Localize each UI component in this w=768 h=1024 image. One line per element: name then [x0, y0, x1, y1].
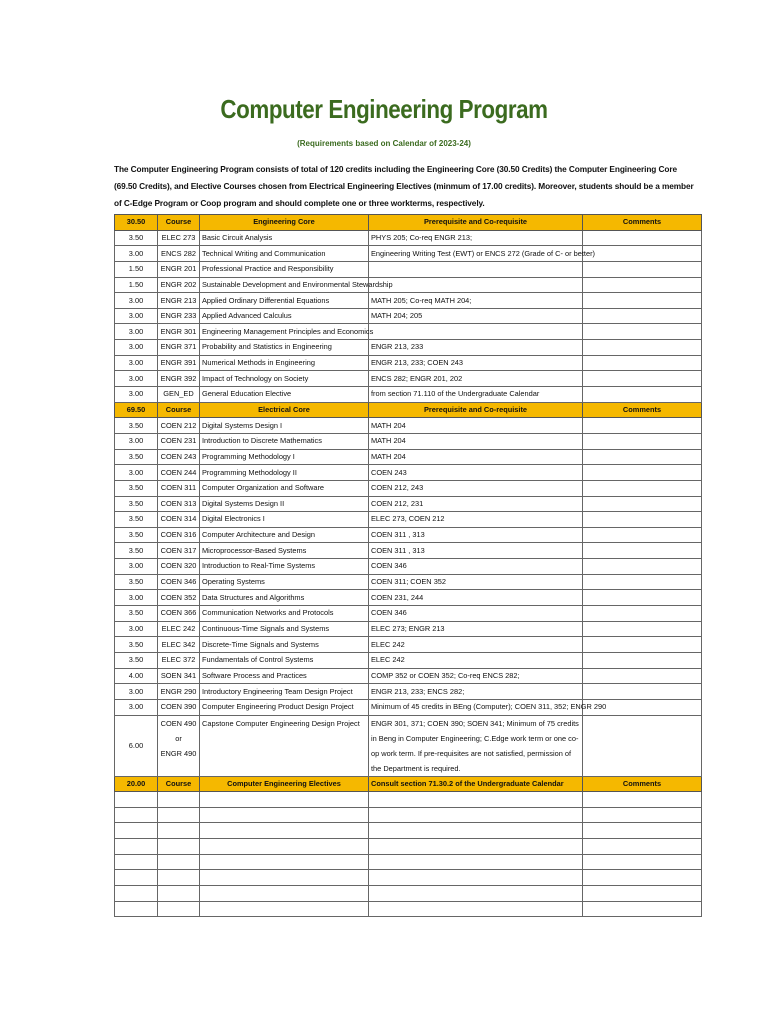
course-name-cell: Introductory Engineering Team Design Project: [200, 684, 369, 700]
comments-cell: [583, 807, 702, 823]
prerequisite-cell: [369, 324, 583, 340]
course-name-cell: Impact of Technology on Society: [200, 371, 369, 387]
section-header-row: [115, 776, 702, 792]
credits-cell: 3.50: [115, 606, 158, 622]
prerequisite-cell: ELEC 242: [369, 652, 583, 668]
credits-cell: 3.00: [115, 355, 158, 371]
course-code-cell: ENCS 282: [158, 246, 200, 262]
course-name-cell: [200, 792, 369, 808]
course-code-cell: COEN 366: [158, 606, 200, 622]
credits-cell: 3.00: [115, 371, 158, 387]
course-name-cell: [200, 854, 369, 870]
prerequisite-cell: COEN 311 , 313: [369, 527, 583, 543]
course-name-cell: Computer Architecture and Design: [200, 527, 369, 543]
course-name-cell: Discrete-Time Signals and Systems: [200, 637, 369, 653]
empty-elective-row: [115, 901, 702, 917]
course-code-cell: COEN 317: [158, 543, 200, 559]
course-name-cell: Microprocessor-Based Systems: [200, 543, 369, 559]
course-code-cell: ENGR 392: [158, 371, 200, 387]
course-name-cell: [200, 901, 369, 917]
credits-cell: [115, 823, 158, 839]
header-comments: Comments: [583, 215, 702, 231]
empty-elective-row: [115, 839, 702, 855]
credits-cell: 3.50: [115, 418, 158, 434]
prerequisite-cell: MATH 205; Co-req MATH 204;: [369, 293, 583, 309]
course-code-cell: COEN 320: [158, 559, 200, 575]
comments-cell: [583, 371, 702, 387]
header-prerequisite: Prerequisite and Co-requisite: [369, 402, 583, 418]
credits-cell: 4.00: [115, 668, 158, 684]
course-name-cell: Numerical Methods in Engineering: [200, 355, 369, 371]
credits-cell: 3.50: [115, 480, 158, 496]
section-header-row: [115, 402, 702, 418]
course-name-cell: Introduction to Real-Time Systems: [200, 559, 369, 575]
credits-cell: 3.00: [115, 684, 158, 700]
prerequisite-cell: MATH 204: [369, 418, 583, 434]
course-code-cell: COEN 243: [158, 449, 200, 465]
credits-cell: 3.00: [115, 699, 158, 715]
table-row: [115, 246, 702, 262]
course-code-cell: COEN 231: [158, 433, 200, 449]
credits-cell: 1.50: [115, 261, 158, 277]
prerequisite-cell: COEN 346: [369, 606, 583, 622]
table-row: [115, 340, 702, 356]
credits-cell: 3.50: [115, 543, 158, 559]
comments-cell: [583, 668, 702, 684]
prerequisite-cell: COEN 346: [369, 559, 583, 575]
empty-elective-row: [115, 807, 702, 823]
comments-cell: [583, 293, 702, 309]
credits-cell: 3.00: [115, 621, 158, 637]
credits-cell: [115, 792, 158, 808]
prerequisite-cell: COMP 352 or COEN 352; Co-req ENCS 282;: [369, 668, 583, 684]
comments-cell: [583, 621, 702, 637]
comments-cell: [583, 324, 702, 340]
course-name-cell: Capstone Computer Engineering Design Project: [200, 715, 369, 776]
header-section-name: Computer Engineering Electives: [200, 776, 369, 792]
course-name-cell: Technical Writing and Communication: [200, 246, 369, 262]
course-name-cell: Applied Advanced Calculus: [200, 308, 369, 324]
section-header-row: [115, 215, 702, 231]
course-name-cell: Programming Methodology I: [200, 449, 369, 465]
prerequisite-cell: [369, 792, 583, 808]
credits-cell: 3.50: [115, 512, 158, 528]
empty-elective-row: [115, 870, 702, 886]
course-name-cell: Probability and Statistics in Engineering: [200, 340, 369, 356]
course-code-cell: [158, 839, 200, 855]
table-row: [115, 261, 702, 277]
course-name-cell: Computer Engineering Product Design Project: [200, 699, 369, 715]
credits-cell: [115, 854, 158, 870]
course-code-cell: COEN 346: [158, 574, 200, 590]
course-name-cell: Digital Systems Design II: [200, 496, 369, 512]
prerequisite-cell: ELEC 273, COEN 212: [369, 512, 583, 528]
credits-cell: 3.00: [115, 559, 158, 575]
course-code-cell: COEN 316: [158, 527, 200, 543]
course-name-cell: Data Structures and Algorithms: [200, 590, 369, 606]
prerequisite-cell: ENGR 213, 233; ENCS 282;: [369, 684, 583, 700]
credits-cell: [115, 870, 158, 886]
course-name-cell: Sustainable Development and Environmental Stewardship: [200, 277, 369, 293]
table-row: [115, 324, 702, 340]
comments-cell: [583, 527, 702, 543]
credits-cell: 3.00: [115, 590, 158, 606]
prerequisite-cell: [369, 885, 583, 901]
prerequisite-cell: COEN 212, 231: [369, 496, 583, 512]
course-code-cell: COEN 390: [158, 699, 200, 715]
header-comments: Comments: [583, 776, 702, 792]
header-course: Course: [158, 402, 200, 418]
prerequisite-cell: COEN 243: [369, 465, 583, 481]
comments-cell: [583, 652, 702, 668]
course-name-cell: Operating Systems: [200, 574, 369, 590]
course-name-cell: Introduction to Discrete Mathematics: [200, 433, 369, 449]
table-row: [115, 559, 702, 575]
credits-cell: 3.50: [115, 230, 158, 246]
prerequisite-cell: ELEC 273; ENGR 213: [369, 621, 583, 637]
credits-cell: 3.00: [115, 465, 158, 481]
course-name-cell: Software Process and Practices: [200, 668, 369, 684]
course-code-cell: ENGR 391: [158, 355, 200, 371]
prerequisite-cell: ENGR 301, 371; COEN 390; SOEN 341; Minimum of 75 credits in Beng in Computer Engineering; C.Edge work term or one co-op work term. If pre-requisites are not satisfied, permission of the Department is required.: [369, 715, 583, 776]
course-code-cell: [158, 854, 200, 870]
table-row: [115, 684, 702, 700]
comments-cell: [583, 449, 702, 465]
table-row: [115, 512, 702, 528]
prerequisite-cell: from section 71.110 of the Undergraduate Calendar: [369, 387, 583, 403]
table-row: [115, 652, 702, 668]
prerequisite-cell: COEN 231, 244: [369, 590, 583, 606]
prerequisite-cell: [369, 854, 583, 870]
course-code-cell: ELEC 342: [158, 637, 200, 653]
comments-cell: [583, 433, 702, 449]
empty-elective-row: [115, 823, 702, 839]
course-code-cell: ENGR 290: [158, 684, 200, 700]
prerequisite-cell: MATH 204: [369, 433, 583, 449]
prerequisite-cell: ENGR 213, 233: [369, 340, 583, 356]
header-prerequisite: Prerequisite and Co-requisite: [369, 215, 583, 231]
table-row: [115, 590, 702, 606]
prerequisite-cell: [369, 807, 583, 823]
course-name-cell: [200, 807, 369, 823]
comments-cell: [583, 480, 702, 496]
comments-cell: [583, 637, 702, 653]
table-row: [115, 637, 702, 653]
prerequisite-cell: [369, 839, 583, 855]
table-row: [115, 496, 702, 512]
course-name-cell: [200, 885, 369, 901]
prerequisite-cell: MATH 204: [369, 449, 583, 465]
credits-cell: [115, 839, 158, 855]
credits-cell: 1.50: [115, 277, 158, 293]
course-name-cell: [200, 870, 369, 886]
credits-cell: 3.50: [115, 574, 158, 590]
comments-cell: [583, 340, 702, 356]
comments-cell: [583, 512, 702, 528]
header-credits: 30.50: [115, 215, 158, 231]
comments-cell: [583, 496, 702, 512]
course-code-cell: COEN 313: [158, 496, 200, 512]
requirements-table: [114, 214, 702, 917]
course-code-cell: COEN 212: [158, 418, 200, 434]
comments-cell: [583, 387, 702, 403]
prerequisite-cell: PHYS 205; Co-req ENGR 213;: [369, 230, 583, 246]
course-code-line: ENGR 490: [160, 748, 197, 758]
course-code-cell: ENGR 371: [158, 340, 200, 356]
comments-cell: [583, 418, 702, 434]
page-subtitle: (Requirements based on Calendar of 2023-24): [297, 139, 471, 148]
prerequisite-cell: ELEC 242: [369, 637, 583, 653]
course-code-cell: ENGR 213: [158, 293, 200, 309]
table-row: [115, 699, 702, 715]
course-code-cell: [158, 792, 200, 808]
course-name-cell: Programming Methodology II: [200, 465, 369, 481]
course-code-cell: SOEN 341: [158, 668, 200, 684]
course-code-line: or: [175, 733, 182, 743]
credits-cell: 3.50: [115, 449, 158, 465]
course-code-cell: ELEC 273: [158, 230, 200, 246]
table-row: [115, 293, 702, 309]
course-code-cell: COEN 311: [158, 480, 200, 496]
header-section-name: Engineering Core: [200, 215, 369, 231]
credits-cell: 3.00: [115, 246, 158, 262]
course-code-cell: [158, 807, 200, 823]
prerequisite-cell: ENCS 282; ENGR 201, 202: [369, 371, 583, 387]
course-name-cell: Communication Networks and Protocols: [200, 606, 369, 622]
prerequisite-cell: [369, 901, 583, 917]
comments-cell: [583, 839, 702, 855]
table-row: [115, 543, 702, 559]
comments-cell: [583, 715, 702, 776]
credits-cell: 3.00: [115, 324, 158, 340]
credits-cell: [115, 885, 158, 901]
course-name-cell: Applied Ordinary Differential Equations: [200, 293, 369, 309]
table-row: [115, 387, 702, 403]
comments-cell: [583, 590, 702, 606]
table-row: [115, 465, 702, 481]
comments-cell: [583, 559, 702, 575]
prerequisite-cell: [369, 870, 583, 886]
prerequisite-cell: MATH 204; 205: [369, 308, 583, 324]
course-code-cell: ELEC 242: [158, 621, 200, 637]
credits-cell: 3.50: [115, 637, 158, 653]
comments-cell: [583, 230, 702, 246]
course-name-cell: [200, 823, 369, 839]
comments-cell: [583, 606, 702, 622]
course-code-cell: COEN 244: [158, 465, 200, 481]
course-code-cell: [158, 715, 200, 776]
comments-cell: [583, 885, 702, 901]
comments-cell: [583, 543, 702, 559]
comments-cell: [583, 684, 702, 700]
comments-cell: [583, 870, 702, 886]
course-code-cell: COEN 314: [158, 512, 200, 528]
table-row: [115, 418, 702, 434]
comments-cell: [583, 246, 702, 262]
comments-cell: [583, 854, 702, 870]
prerequisite-cell: [369, 277, 583, 293]
program-description: The Computer Engineering Program consists of total of 120 credits including the Engineering Core (30.50 Credits) the Computer Engineering Core (69.50 Credits), and Elective Courses chosen from Electrical Engineering Electives (minmum of 17.00 credits). Moreover, students should be a member of C-Edge Program or Coop program and should complete one or three workterms, respectively.: [114, 164, 694, 208]
credits-cell: 3.50: [115, 496, 158, 512]
course-code-cell: [158, 823, 200, 839]
course-code-cell: ENGR 202: [158, 277, 200, 293]
course-name-cell: Engineering Management Principles and Economics: [200, 324, 369, 340]
table-row: [115, 668, 702, 684]
course-name-cell: Digital Electronics I: [200, 512, 369, 528]
comments-cell: [583, 823, 702, 839]
credits-cell: 3.00: [115, 340, 158, 356]
header-credits: 69.50: [115, 402, 158, 418]
prerequisite-cell: COEN 311 , 313: [369, 543, 583, 559]
course-name-cell: Computer Organization and Software: [200, 480, 369, 496]
comments-cell: [583, 308, 702, 324]
page-title: Computer Engineering Program: [220, 94, 548, 124]
course-code-cell: GEN_ED: [158, 387, 200, 403]
prerequisite-cell: Engineering Writing Test (EWT) or ENCS 272 (Grade of C- or better): [369, 246, 583, 262]
table-row: [115, 371, 702, 387]
comments-cell: [583, 574, 702, 590]
prerequisite-cell: ENGR 213, 233; COEN 243: [369, 355, 583, 371]
table-row: [115, 480, 702, 496]
comments-cell: [583, 792, 702, 808]
prerequisite-cell: COEN 212, 243: [369, 480, 583, 496]
table-row-capstone: [115, 715, 702, 776]
course-name-cell: General Education Elective: [200, 387, 369, 403]
table-row: [115, 621, 702, 637]
header-section-name: Electrical Core: [200, 402, 369, 418]
header-course: Course: [158, 776, 200, 792]
credits-cell: 3.00: [115, 293, 158, 309]
table-row: [115, 355, 702, 371]
course-name-cell: Fundamentals of Control Systems: [200, 652, 369, 668]
header-course: Course: [158, 215, 200, 231]
course-name-cell: Professional Practice and Responsibility: [200, 261, 369, 277]
prerequisite-cell: [369, 823, 583, 839]
empty-elective-row: [115, 885, 702, 901]
table-row: [115, 527, 702, 543]
credits-cell: 3.50: [115, 527, 158, 543]
credits-cell: 3.50: [115, 652, 158, 668]
comments-cell: [583, 261, 702, 277]
table-row: [115, 574, 702, 590]
credits-cell: [115, 901, 158, 917]
course-name-cell: [200, 839, 369, 855]
prerequisite-cell: Minimum of 45 credits in BEng (Computer); COEN 311, 352; ENGR 290: [369, 699, 583, 715]
header-prerequisite: Consult section 71.30.2 of the Undergraduate Calendar: [369, 776, 583, 792]
course-code-cell: ENGR 301: [158, 324, 200, 340]
course-code-line: COEN 490: [160, 718, 197, 728]
empty-elective-row: [115, 854, 702, 870]
credits-cell: 3.00: [115, 387, 158, 403]
course-code-cell: [158, 901, 200, 917]
course-name-cell: Basic Circuit Analysis: [200, 230, 369, 246]
course-code-cell: ELEC 372: [158, 652, 200, 668]
comments-cell: [583, 355, 702, 371]
credits-cell: 6.00: [115, 715, 158, 776]
comments-cell: [583, 901, 702, 917]
credits-cell: 3.00: [115, 308, 158, 324]
table-row: [115, 433, 702, 449]
credits-cell: 3.00: [115, 433, 158, 449]
table-row: [115, 308, 702, 324]
empty-elective-row: [115, 792, 702, 808]
table-row: [115, 606, 702, 622]
credits-cell: [115, 807, 158, 823]
table-row: [115, 230, 702, 246]
course-code-cell: [158, 870, 200, 886]
comments-cell: [583, 277, 702, 293]
table-row: [115, 449, 702, 465]
prerequisite-cell: [369, 261, 583, 277]
course-code-cell: ENGR 233: [158, 308, 200, 324]
course-code-cell: ENGR 201: [158, 261, 200, 277]
course-code-cell: COEN 352: [158, 590, 200, 606]
course-code-cell: [158, 885, 200, 901]
comments-cell: [583, 465, 702, 481]
prerequisite-cell: COEN 311; COEN 352: [369, 574, 583, 590]
header-comments: Comments: [583, 402, 702, 418]
table-row: [115, 277, 702, 293]
course-name-cell: Digital Systems Design I: [200, 418, 369, 434]
header-credits: 20.00: [115, 776, 158, 792]
course-name-cell: Continuous-Time Signals and Systems: [200, 621, 369, 637]
